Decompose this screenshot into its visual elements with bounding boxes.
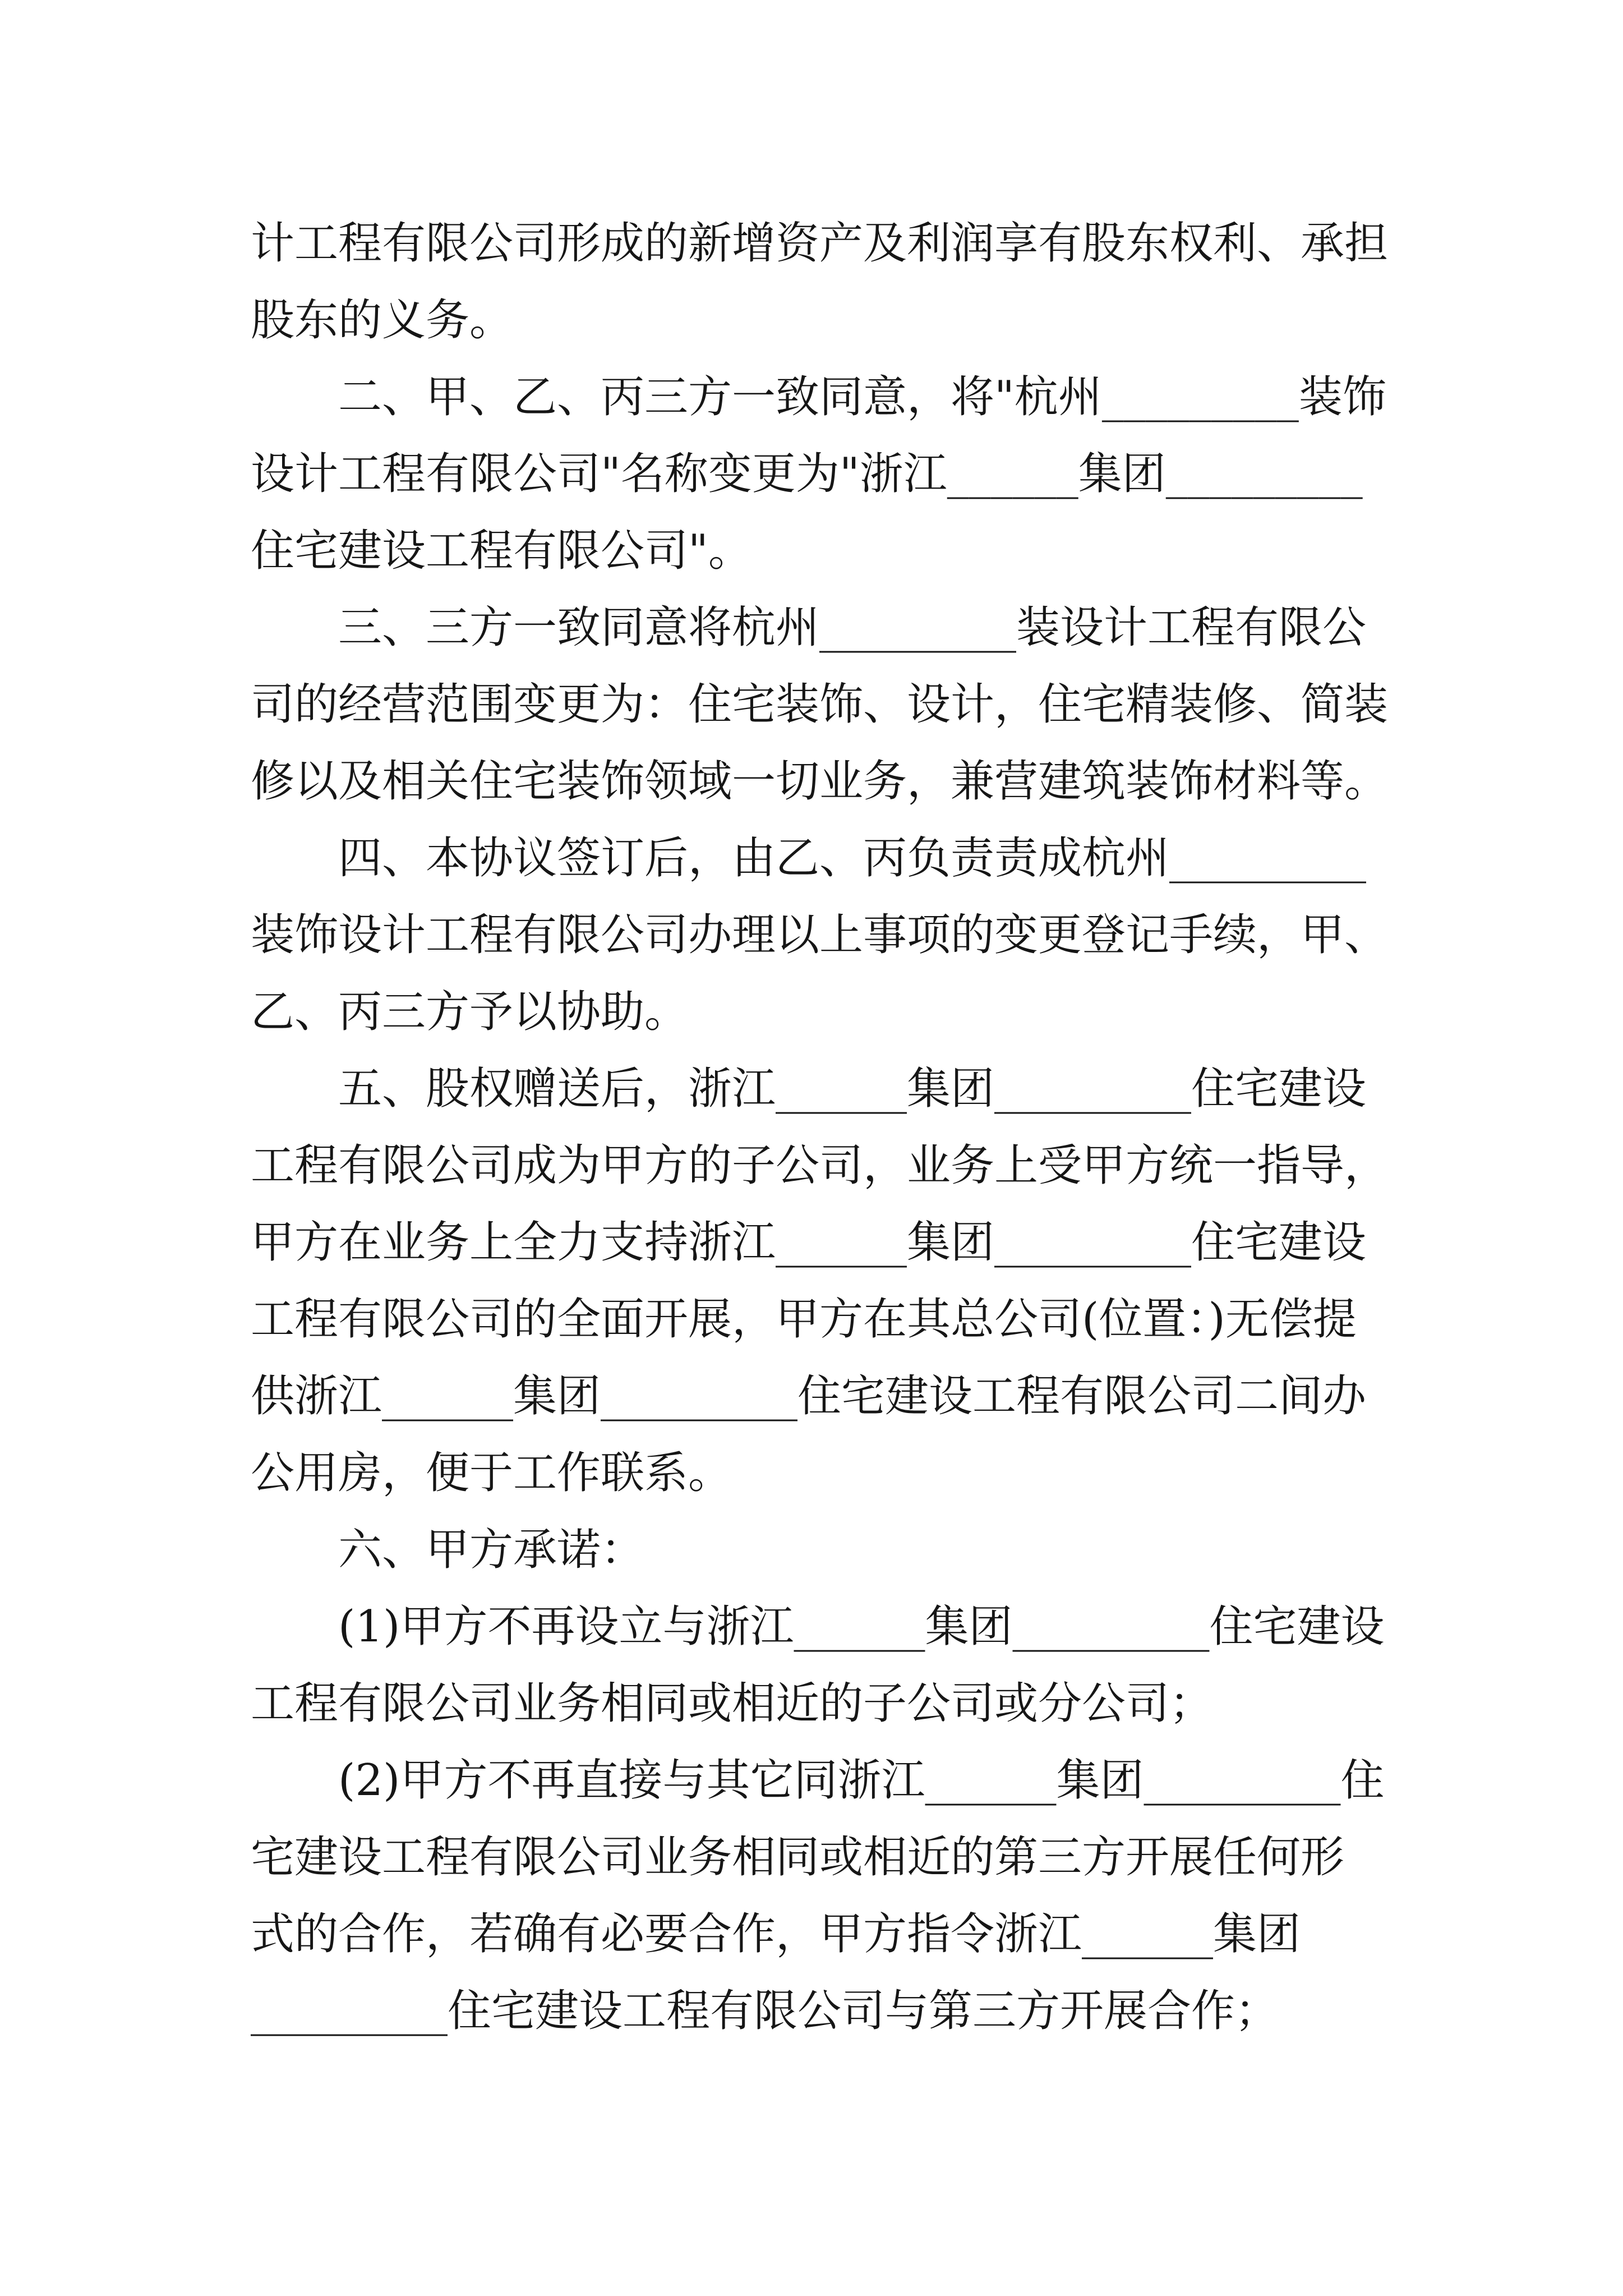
paragraph-start-line: 六、甲方承诺：	[338, 1525, 645, 1575]
text-line: 修以及相关住宅装饰领域一切业务，兼营建筑装饰材料等。	[251, 756, 1389, 807]
text-line: 股东的义务。	[251, 295, 514, 346]
document-body	[251, 205, 1428, 2050]
paragraph-start-line: 二、甲、乙、丙三方一致同意，将"杭州_________装饰	[338, 372, 1386, 422]
text-line: 公用房，便于工作联系。	[251, 1448, 732, 1498]
paragraph-start-line: 三、三方一致同意将杭州_________装设计工程有限公	[338, 602, 1367, 653]
paragraph-start-line: 四、本协议签订后，由乙、丙负责责成杭州_________	[338, 833, 1367, 884]
paragraph-start-line: (2)甲方不再直接与其它同浙江______集团_________住	[338, 1755, 1385, 1806]
text-line: 工程有限公司业务相同或相近的子公司或分公司；	[251, 1678, 1214, 1729]
text-line: 司的经营范围变更为：住宅装饰、设计，住宅精装修、简装	[251, 679, 1389, 730]
text-line: 工程有限公司的全面开展，甲方在其总公司(位置：)无偿提	[251, 1294, 1357, 1345]
text-line: 计工程有限公司形成的新增资产及利润享有股东权利、承担	[251, 218, 1389, 269]
text-line: 工程有限公司成为甲方的子公司，业务上受甲方统一指导，	[251, 1140, 1389, 1191]
text-line: 乙、丙三方予以协助。	[251, 987, 689, 1037]
text-line: 式的合作，若确有必要合作，甲方指令浙江______集团	[251, 1909, 1301, 1959]
text-line: 设计工程有限公司"名称变更为"浙江______集团_________	[251, 449, 1363, 499]
paragraph-start-line: 五、股权赠送后，浙江______集团_________住宅建设	[338, 1064, 1367, 1114]
text-line: 住宅建设工程有限公司"。	[251, 526, 752, 576]
paragraph-start-line: (1)甲方不再设立与浙江______集团_________住宅建设	[338, 1602, 1385, 1652]
text-line: 甲方在业务上全力支持浙江______集团_________住宅建设	[251, 1217, 1367, 1268]
text-line: 装饰设计工程有限公司办理以上事项的变更登记手续，甲、	[251, 910, 1389, 960]
text-line: 供浙江______集团_________住宅建设工程有限公司二间办	[251, 1371, 1367, 1421]
text-line: _________住宅建设工程有限公司与第三方开展合作；	[251, 1986, 1279, 2036]
text-line: 宅建设工程有限公司业务相同或相近的第三方开展任何形	[251, 1832, 1345, 1883]
